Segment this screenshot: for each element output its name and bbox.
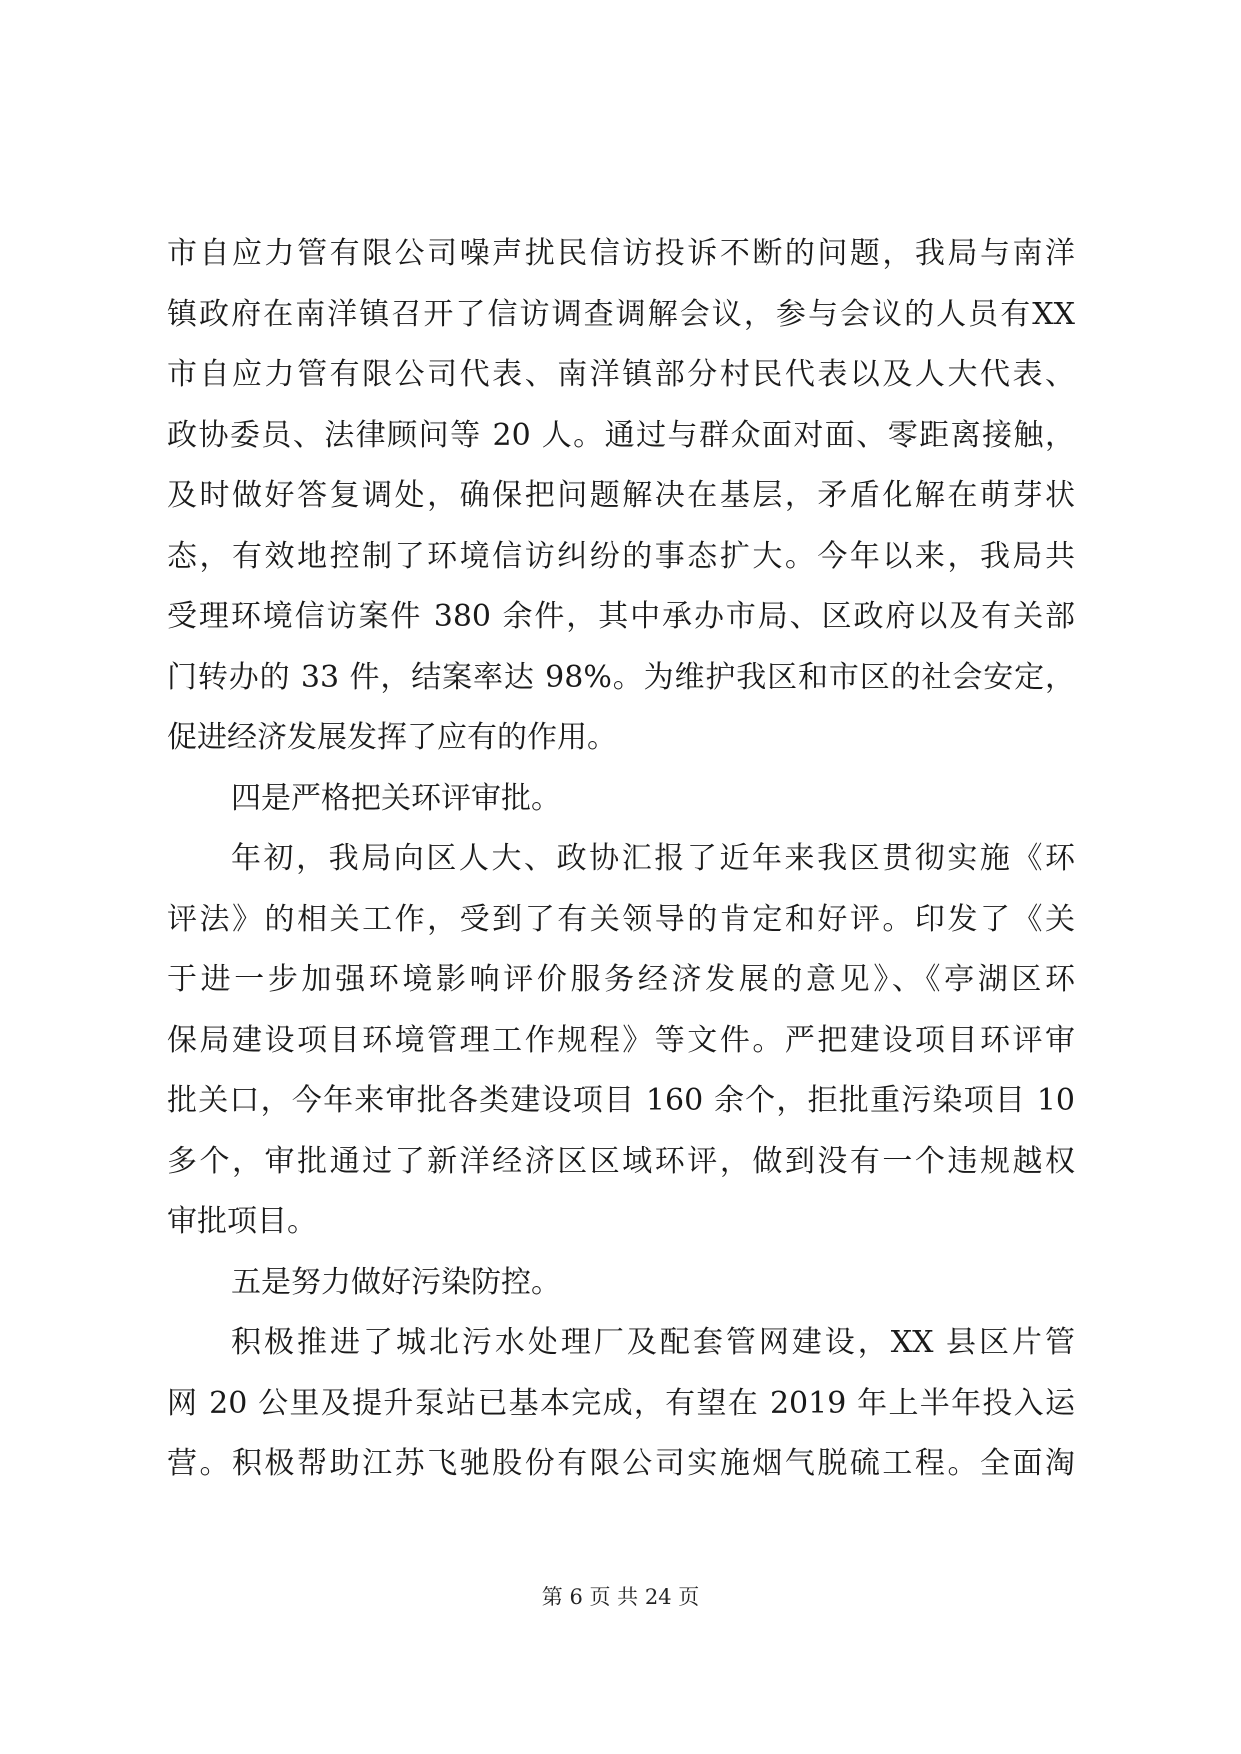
text-line: 保局建设项目环境管理工作规程》等文件。严把建设项目环评审 <box>167 1022 1075 1058</box>
text-line: 审批项目。 <box>167 1204 317 1239</box>
paragraph-first-line: 年初，我局向区人大、政协汇报了近年来我区贯彻实施《环 <box>231 841 1075 876</box>
text-line: 批关口，今年来审批各类建设项目 160 余个，拒批重污染项目 10 <box>167 1083 1075 1118</box>
text-line: 营。积极帮助江苏飞驰股份有限公司实施烟气脱硫工程。全面淘 <box>167 1446 1075 1481</box>
text-line: 多个，审批通过了新洋经济区区域环评，做到没有一个违规越权 <box>167 1143 1075 1179</box>
text-line: 受理环境信访案件 380 余件，其中承办市局、区政府以及有关部 <box>167 599 1075 634</box>
body-text <box>167 224 1075 1495</box>
text-line: 政协委员、法律顾问等 20 人。通过与群众面对面、零距离接触， <box>167 417 1075 453</box>
text-line: 及时做好答复调处，确保把问题解决在基层，矛盾化解在萌芽状 <box>167 478 1075 513</box>
section-heading: 四是严格把关环评审批。 <box>231 780 561 816</box>
text-line: 门转办的 33 件，结案率达 98%。为维护我区和市区的社会安定， <box>167 659 1075 695</box>
text-line: 态，有效地控制了环境信访纠纷的事态扩大。今年以来，我局共 <box>167 538 1075 574</box>
text-line: 市自应力管有限公司噪声扰民信访投诉不断的问题，我局与南洋 <box>167 236 1075 271</box>
text-line: 镇政府在南洋镇召开了信访调查调解会议，参与会议的人员有XX <box>167 296 1075 332</box>
page-number-footer: 第 6 页 共 24 页 <box>541 1585 700 1609</box>
text-line: 促进经济发展发挥了应有的作用。 <box>167 720 617 755</box>
paragraph-first-line: 积极推进了城北污水处理厂及配套管网建设，XX 县区片管 <box>231 1325 1075 1360</box>
text-line: 市自应力管有限公司代表、南洋镇部分村民代表以及人大代表、 <box>167 357 1075 392</box>
text-line: 评法》的相关工作，受到了有关领导的肯定和好评。印发了《关 <box>167 901 1075 937</box>
text-line: 于进一步加强环境影响评价服务经济发展的意见》、《亭湖区环 <box>167 962 1075 997</box>
text-line: 网 20 公里及提升泵站已基本完成，有望在 2019 年上半年投入运 <box>167 1385 1075 1421</box>
section-heading: 五是努力做好污染防控。 <box>231 1264 561 1300</box>
